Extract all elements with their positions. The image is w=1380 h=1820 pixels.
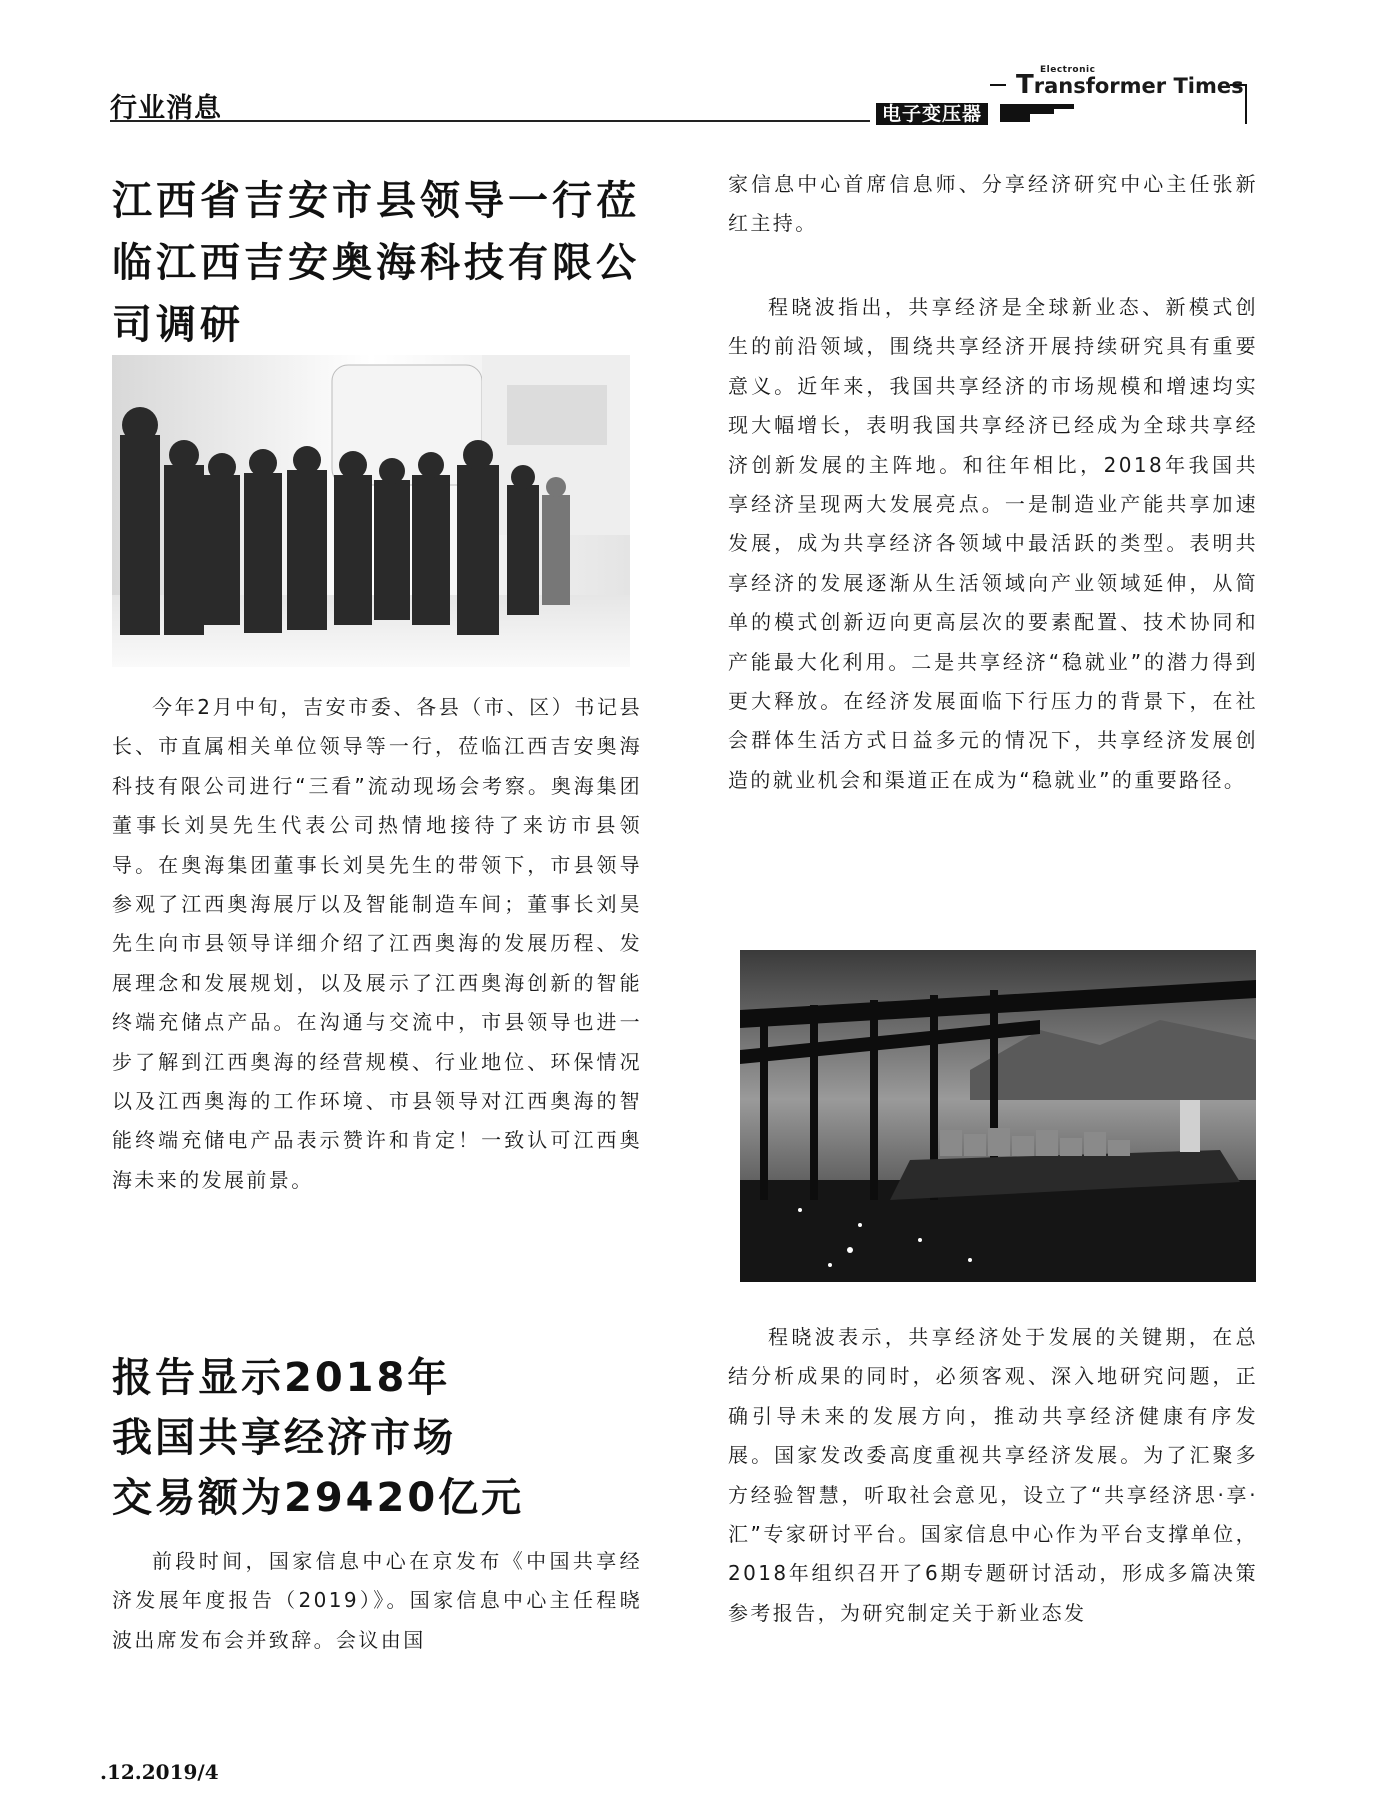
brand-dash-right: [1230, 84, 1246, 86]
brand-dash-left: [990, 84, 1006, 86]
brand-en-sub: Electronic: [1040, 65, 1096, 75]
port-photo: [740, 950, 1256, 1282]
article1-body: 今年2月中旬，吉安市委、各县（市、区）书记县长、市直属相关单位领导等一行，莅临江西吉安奥海科技有限公司进行“三看”流动现场会考察。奥海集团董事长刘昊先生代表公司热情地接待了来访市县领导。在奥海集团董事长刘昊先生的带领下，市县领导参观了江西奥海展厅以及智能制造车间；董事长刘昊先生向市县领导详细介绍了江西奥海的发展历程、发展理念和发展规划，以及展示了江西奥海创新的智能终端充储点产品。在沟通与交流中，市县领导也进一步了解到江西奥海的经营规模、行业地位、环保情况以及江西奥海的工作环境、市县领导对江西奥海的智能终端充储电产品表示赞许和肯定！一致认可江西奥海未来的发展前景。: [112, 695, 642, 1192]
brand-en-main: [1016, 70, 1244, 100]
section-label: 行业消息: [110, 93, 222, 124]
article2-title-line2: 我国共享经济市场: [112, 1415, 456, 1461]
page-number: .12.2019/4: [100, 1760, 219, 1784]
brand-en-rest: ransformer Times: [1033, 74, 1244, 98]
article2-para1-cont: 家信息中心首席信息师、分享经济研究中心主任张新红主持。: [728, 172, 1258, 236]
article1-title: 江西省吉安市县领导一行莅临江西吉安奥海科技有限公司调研: [112, 178, 640, 348]
brand-en-logo: [990, 62, 1280, 122]
article2-para3: 程晓波表示，共享经济处于发展的关键期，在总结分析成果的同时，必须客观、深入地研究问题，正确引导未来的发展方向，推动共享经济健康有序发展。国家发改委高度重视共享经济发展。为了汇聚多方经验智慧，听取社会意见，设立了“共享经济思·享·汇”专家研讨平台。国家信息中心作为平台支撑单位，2018年组织召开了6期专题研讨活动，形成多篇决策参考报告，为研究制定关于新业态发: [728, 1325, 1258, 1625]
brand-vline: [1245, 84, 1247, 124]
meeting-group-photo-icon: [112, 355, 630, 667]
article2-title-line1: 报告显示2018年: [112, 1355, 451, 1401]
brand-en-initial: T: [1016, 70, 1034, 100]
meeting-photo: [112, 355, 630, 667]
article2-title-line3: 交易额为29420亿元: [112, 1475, 525, 1521]
article2-title: [112, 1348, 672, 1528]
article2-para1: 前段时间，国家信息中心在京发布《中国共享经济发展年度报告（2019）》。国家信息中心主任程晓波出席发布会并致辞。会议由国: [112, 1549, 642, 1652]
container-port-night-photo-icon: [740, 950, 1256, 1282]
article2-para2: 程晓波指出，共享经济是全球新业态、新模式创生的前沿领域，围绕共享经济开展持续研究具有重要意义。近年来，我国共享经济的市场规模和增速均实现大幅增长，表明我国共享经济已经成为全球共享经济创新发展的主阵地。和往年相比，2018年我国共享经济呈现两大发展亮点。一是制造业产能共享加速发展，成为共享经济各领域中最活跃的类型。表明共享经济的发展逐渐从生活领域向产业领域延伸，从简单的模式创新迈向更高层次的要素配置、技术协同和产能最大化利用。二是共享经济“稳就业”的潜力得到更大释放。在经济发展面临下行压力的背景下，在社会群体生活方式日益多元的情况下，共享经济发展创造的就业机会和渠道正在成为“稳就业”的重要路径。: [728, 295, 1258, 792]
brand-cn-logo: 电子变压器: [876, 103, 988, 125]
header-rule: [110, 120, 870, 122]
